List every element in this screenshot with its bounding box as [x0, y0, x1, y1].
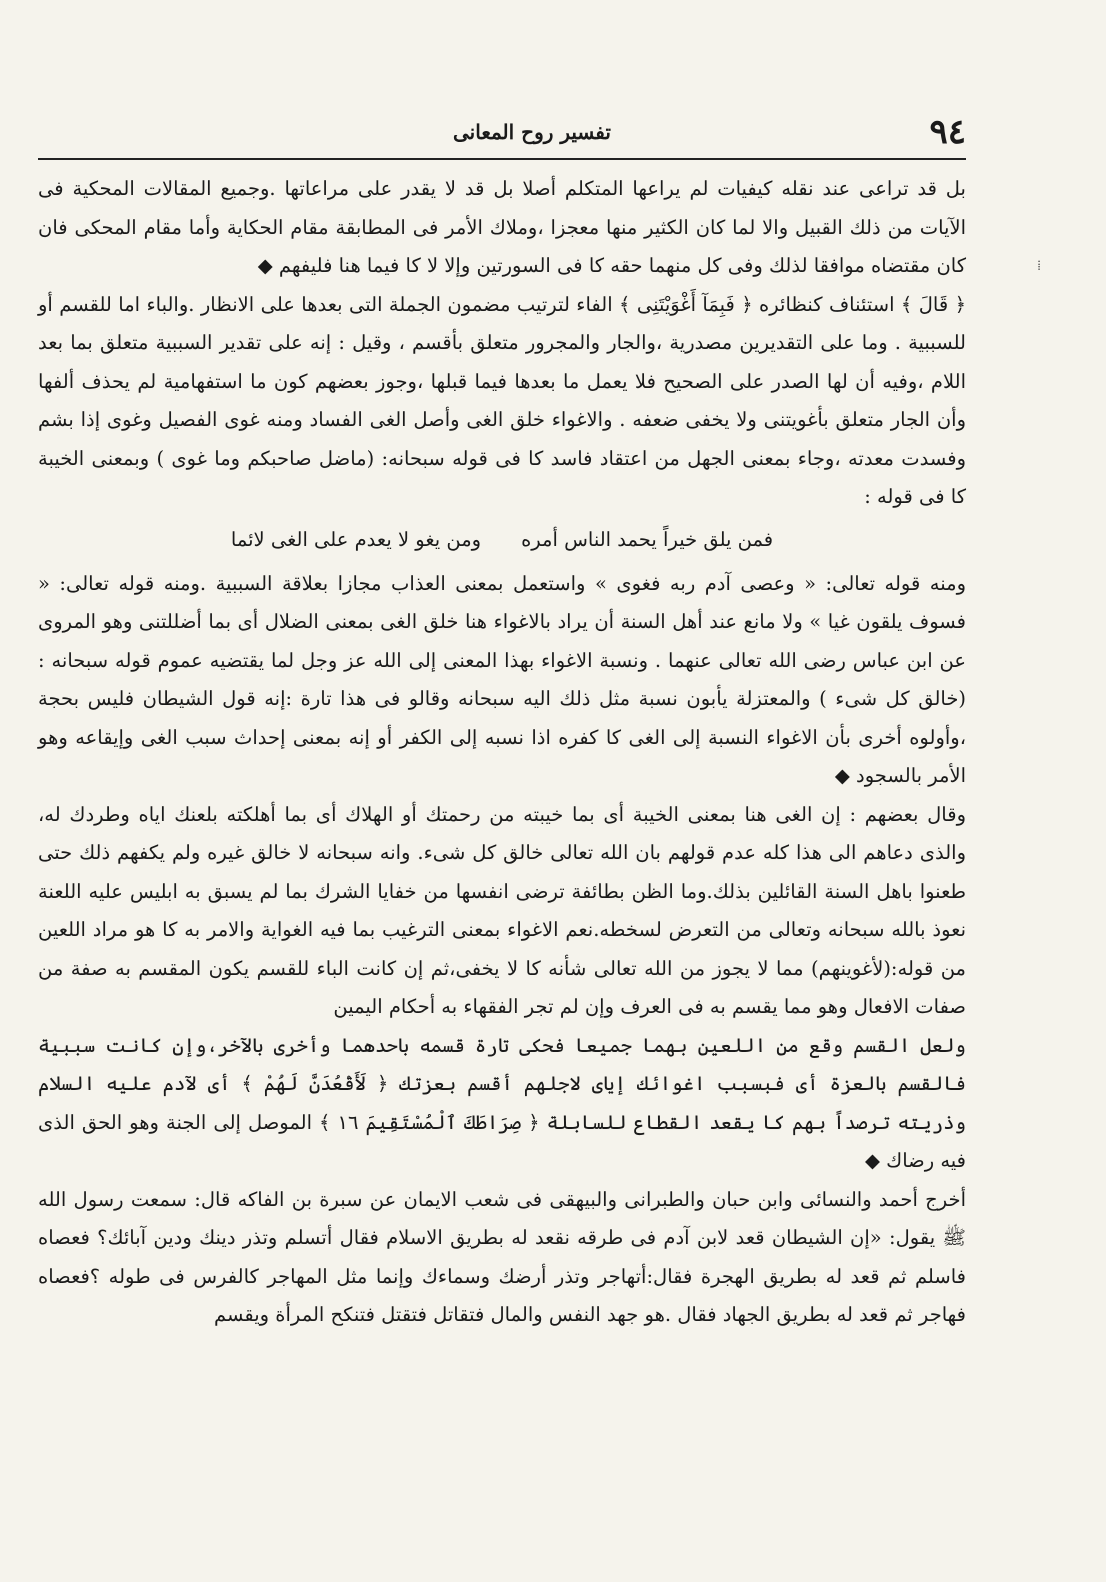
- running-title: تفسير روح المعانى: [453, 120, 611, 144]
- paragraph: وقال بعضهم : إن الغى هنا بمعنى الخيبة أى بما خيبته من رحمتك أو الهلاك أى بما أهلكته بلعنك اياه وطردك له، والذى دعاهم الى هذا كله عدم قولهم بان الله تعالى خالق كل شىء. وانه سبحانه لا خالق غيره ولم يكفهم ذلك حتى طعنوا باهل السنة القائلين بذلك.وما الظن بطائفة ترضى انفسها من خفايا الشرك بما لم يسبق به ابليس عليه اللعنة نعوذ بالله سبحانه وتعالى من التعرض لسخطه.نعم الاغواء بمعنى الترغيب بما فيه الغواية والامر به كا هو مراد اللعين من قوله:(لأغوينهم) مما لا يجوز من الله تعالى شأنه كا لا يخفى،ثم إن كانت الباء للقسم يكون المقسم به صفة من صفات الافعال وهو مما يقسم به فى العرف وإن لم تجر الفقهاء به أحكام اليمين: [38, 802, 966, 1018]
- poetry-verse: [38, 521, 966, 559]
- body-text: [38, 170, 966, 1335]
- page-number: ٩٤: [929, 112, 966, 152]
- verse-hemistich: ومن يغو لا يعدم على الغى لائما: [230, 527, 482, 551]
- paragraph: ﴿ قَالَ ﴾ استئناف كنظائره ﴿ فَبِمَآ أَغْوَيْتَنِى ﴾ الفاء لترتيب مضمون الجملة التى بعدها على الانظار .والباء اما للقسم أو للسببية . وما على التقديرين مصدرية ،والجار والمجرور متعلق بأقسم ، وقيل : إنه على تقدير السببية متعلق بما بعد اللام ،وفيه أن لها الصدر على الصحيح فلا يعمل ما بعدها فيما قبلها ،وجوز بعضهم كون ما استفهامية لم يحذف ألفها وأن الجار متعلق بأغويتنى ولا يخفى ضعفه . والاغواء خلق الغى وأصل الغى الفساد ومنه غوى الفصيل وغوى إذا بشم وفسدت معدته ،وجاء بمعنى الجهل من اعتقاد فاسد كا فى قوله سبحانه: (ماضل صاحبكم وما غوى ) وبمعنى الخيبة كا فى قوله :: [38, 292, 967, 508]
- paragraph: ولعل القسم وقع من اللعين بهما جميعا فحكى تارة قسمه باحدهما وأخرى بالآخر،وإن كانت سببية فالقسم بالعزة أى فبسبب اغوائك إياى لاجلهم أقسم بعزتك ﴿ لَأَقْعُدَنَّ لَهُمْ ﴾ أى لآدم عليه السلام وذريته ترصداً بهم كا يقعد القطاع للسابلة ﴿ صِرَاطَكَ ٱلْمُسْتَقِيمَ ١٦ ﴾ الموصل إلى الجنة وهو الحق الذى فيه رضاك ◆: [38, 1033, 966, 1172]
- margin-mark: ⁞: [1037, 258, 1041, 274]
- paragraph: أخرج أحمد والنسائى وابن حبان والطبرانى والبيهقى فى شعب الايمان عن سبرة بن الفاكه قال: سمعت رسول الله ﷺ يقول: «إن الشيطان قعد لابن آدم فى طرقه نقعد له بطريق الاسلام فقال أتسلم وتذر دينك ودين آبائك؟ فعصاه فاسلم ثم قعد له بطريق الهجرة فقال:أتهاجر وتذر أرضك وسماءك وإنما مثل المهاجر كالفرس فى طوله ؟فعصاه فهاجر ثم قعد له بطريق الجهاد فقال .هو جهد النفس والمال فتقاتل فتقتل فتنكح المرأة ويقسم: [38, 1187, 966, 1326]
- verse-hemistich: فمن يلق خيراً يحمد الناس أمره: [521, 527, 774, 551]
- paragraph: ومنه قوله تعالى: « وعصى آدم ربه فغوى » واستعمل بمعنى العذاب مجازا بعلاقة السببية .ومنه قوله تعالى: « فسوف يلقون غيا » ولا مانع عند أهل السنة أن يراد بالاغواء هنا خلق الغى بمعنى الضلال أى بما أضللتنى وهو المروى عن ابن عباس رضى الله تعالى عنهما . ونسبة الاغواء بهذا المعنى إلى الله عز وجل لما يقتضيه عموم قوله سبحانه : (خالق كل شىء ) والمعتزلة يأبون نسبة مثل ذلك اليه سبحانه وقالو فى هذا تارة :إنه قول الشيطان فليس بحجة ،وأولوه أخرى بأن الاغواء النسبة إلى الغى كا كفره اذا نسبه إلى الكفر أو إنه بمعنى إحداث سبب الغى وإيقاعه وهو الأمر بالسجود ◆: [38, 571, 966, 787]
- page-header: [38, 112, 966, 160]
- paragraph: بل قد تراعى عند نقله كيفيات لم يراعها المتكلم أصلا بل قد لا يقدر على مراعاتها .وجميع المقالات المحكية فى الآيات من ذلك القبيل والا لما كان الكثير منها معجزا ،وملاك الأمر فى المطابقة مقام الحكاية وأما مقام المحكى فان كان مقتضاه موافقا لذلك وفى كل منهما حقه كا فى السورتين وإلا لا كا فيما هنا فليفهم ◆: [38, 177, 966, 277]
